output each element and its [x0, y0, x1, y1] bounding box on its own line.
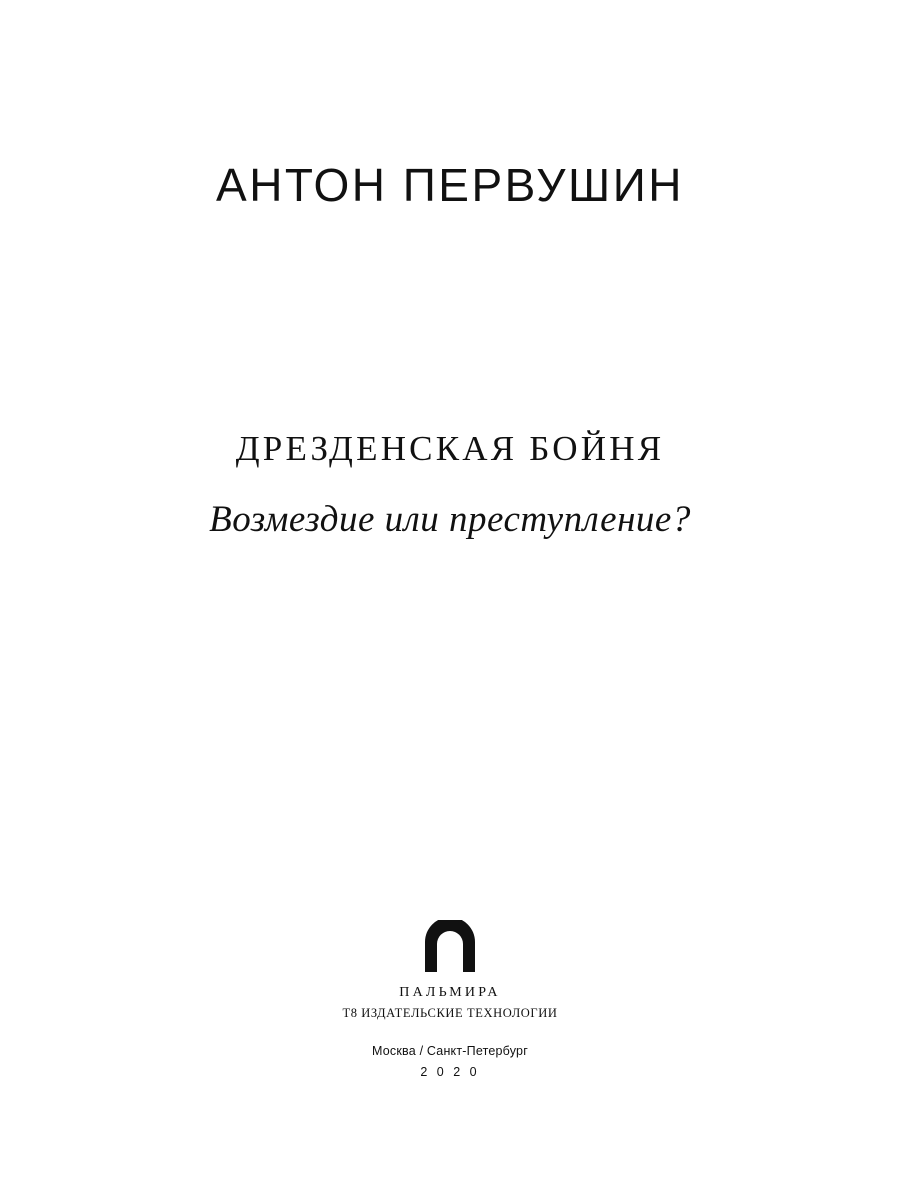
publisher-block [0, 920, 900, 1079]
publisher-name: ПАЛЬМИРА [399, 985, 501, 1000]
publisher-cities: Москва / Санкт-Петербург [372, 1044, 528, 1058]
publisher-tagline: Т8 ИЗДАТЕЛЬСКИЕ ТЕХНОЛОГИИ [342, 1006, 558, 1020]
publication-year: 2 0 2 0 [420, 1065, 480, 1079]
book-subtitle: Возмездие или преступление? [209, 499, 691, 540]
book-title: ДРЕЗДЕНСКАЯ БОЙНЯ [235, 429, 665, 468]
palmira-arch-logo-icon [423, 920, 477, 974]
title-block [0, 428, 900, 541]
book-author: АНТОН ПЕРВУШИН [216, 159, 684, 211]
